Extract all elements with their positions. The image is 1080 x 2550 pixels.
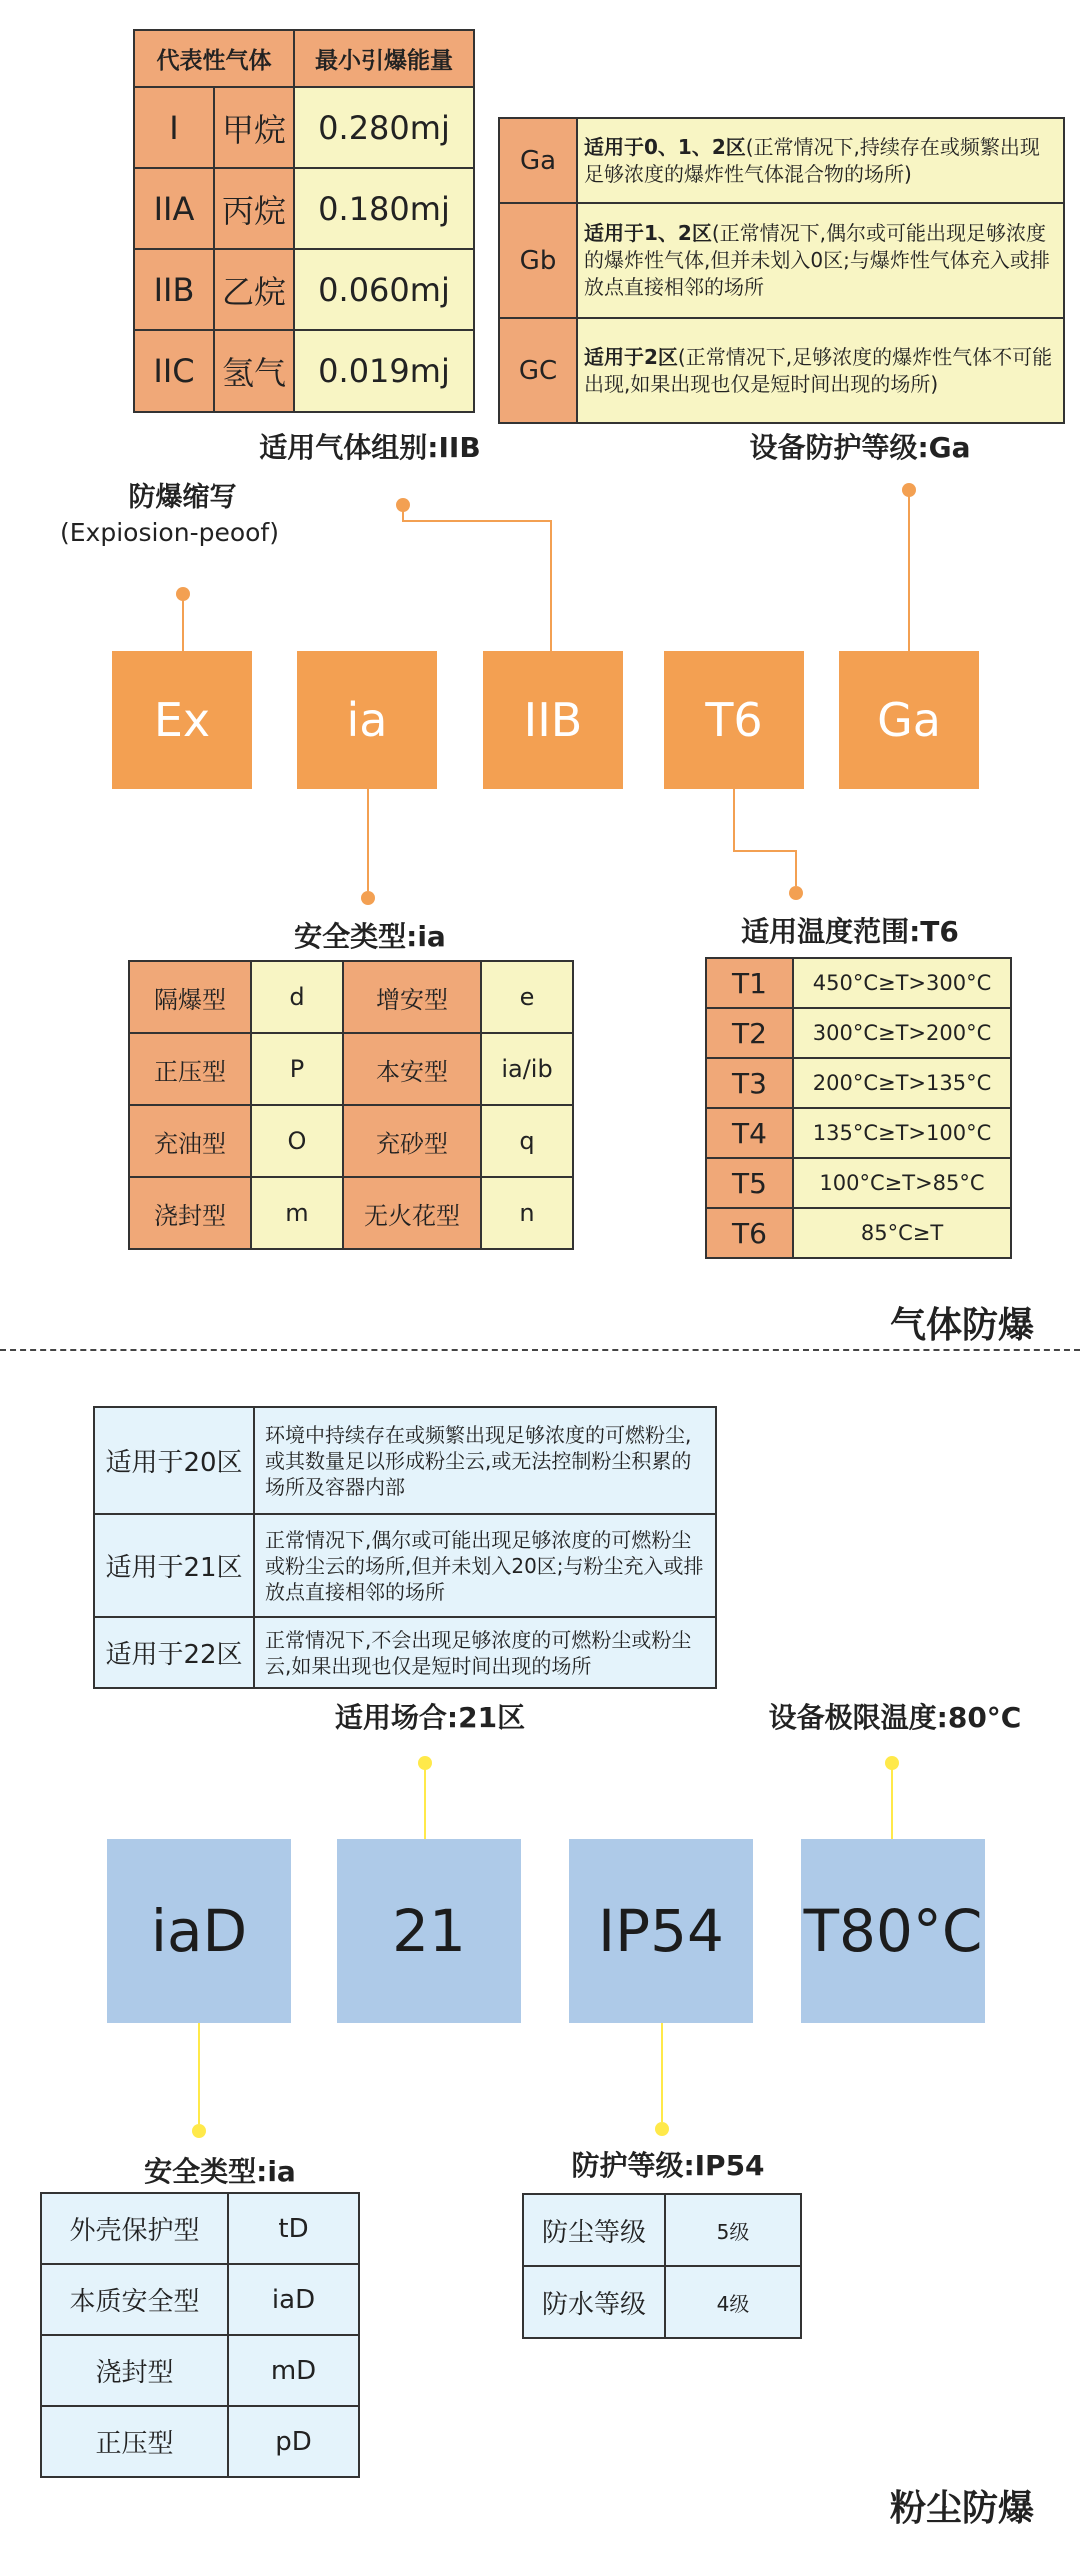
table-row [94,1617,716,1688]
table-row [41,2406,359,2477]
ignition-energy: 0.019mj [294,330,474,412]
protection-type-code: q [481,1105,573,1177]
gas-group-caption: 适用气体组别:IIB [259,431,481,464]
connector-line [424,1763,426,1839]
protection-type-code: P [251,1033,343,1105]
dust-type-name: 浇封型 [41,2335,228,2406]
dust-zone-table [93,1406,717,1689]
dust-zone-label: 适用于22区 [94,1617,254,1688]
protection-type-code: ia/ib [481,1033,573,1105]
connector-line [182,594,184,651]
table-row [134,87,474,168]
table-row [706,1208,1011,1258]
temp-range: 100°C≥T>85°C [793,1158,1011,1208]
temp-class: T1 [706,958,793,1008]
connector-line [402,505,404,521]
dust-type-table [40,2192,360,2478]
temp-range: 200°C≥T>135°C [793,1058,1011,1108]
dust-section-title: 粉尘防爆 [890,2488,1035,2529]
dust-zone-description: 环境中持续存在或频繁出现足够浓度的可燃粉尘,或其数量足以形成粉尘云,或无法控制粉尘积累的场所及容器内部 [254,1407,716,1514]
dust-zone-description: 正常情况下,不会出现足够浓度的可燃粉尘或粉尘云,如果出现也仅是短时间出现的场所 [254,1617,716,1688]
gas-group-code: IIB [134,249,214,330]
epl-table [498,117,1065,424]
connector-dot [789,886,803,900]
dust-type-code: tD [228,2193,359,2264]
connector-dot [655,2122,669,2136]
table-row [94,1407,716,1514]
epl-description [577,203,1064,318]
connector-line [367,789,369,891]
table-row [41,2264,359,2335]
epl-code: Gb [499,203,577,318]
table-row [41,2335,359,2406]
connector-dot [361,891,375,905]
ignition-energy: 0.060mj [294,249,474,330]
section-divider [0,1349,1080,1351]
temp-range: 450°C≥T>300°C [793,958,1011,1008]
table-row [706,1008,1011,1058]
table-row [499,318,1064,423]
dust-zone-label: 适用于21区 [94,1514,254,1617]
code-box-dust-zone: 21 [337,1839,521,2023]
gas-group-code: IIC [134,330,214,412]
protection-type-code: d [251,961,343,1033]
table-row [706,1158,1011,1208]
table-row [523,2194,801,2266]
connector-line [733,850,797,852]
temp-class: T5 [706,1158,793,1208]
ip-caption: 防护等级:IP54 [571,2149,765,2182]
code-box-protection: ia [297,651,437,789]
gas-section-title: 气体防爆 [890,1305,1035,1346]
gas-name: 丙烷 [214,168,294,249]
dust-type-caption: 安全类型:ia [144,2155,296,2188]
gas-group-header-gas: 代表性气体 [134,30,294,87]
table-row [706,958,1011,1008]
table-row [499,203,1064,318]
protection-type-table [128,960,574,1250]
dust-type-code: pD [228,2406,359,2477]
epl-zone: 适用于0、1、2区 [584,134,746,159]
gas-group-code: IIA [134,168,214,249]
epl-text: (正常情况下,足够浓度的爆炸性气体不可能出现,如果出现也仅是短时间出现的场所) [584,344,1053,396]
temperature-class-table [705,957,1012,1259]
dust-type-code: iaD [228,2264,359,2335]
connector-line [733,789,735,851]
connector-line [661,2023,663,2122]
dust-type-name: 正压型 [41,2406,228,2477]
ignition-energy: 0.180mj [294,168,474,249]
ip-rating-level: 5级 [665,2194,801,2266]
ex-label-subtitle: (Expiosion-peoof) [60,518,279,547]
ip-rating-name: 防水等级 [523,2266,665,2338]
epl-description [577,318,1064,423]
protection-type-code: n [481,1177,573,1249]
temp-range: 300°C≥T>200°C [793,1008,1011,1058]
protection-type-code: m [251,1177,343,1249]
protection-type-code: e [481,961,573,1033]
protection-type-name: 充砂型 [343,1105,481,1177]
temp-class: T4 [706,1108,793,1158]
code-box-ex: Ex [112,651,252,789]
connector-line [402,520,552,522]
protection-type-name: 无火花型 [343,1177,481,1249]
epl-zone: 适用于1、2区 [584,221,712,245]
dust-temp-caption: 设备极限温度:80°C [768,1701,1022,1734]
connector-line [198,2023,200,2124]
dust-zone-label: 适用于20区 [94,1407,254,1514]
table-row [134,168,474,249]
code-box-dust-temp: T80°C [801,1839,985,2023]
ignition-energy: 0.280mj [294,87,474,168]
ex-label-title: 防爆缩写 [128,482,237,513]
epl-caption: 设备防护等级:Ga [749,431,971,464]
table-row [129,1177,573,1249]
protection-caption: 安全类型:ia [294,920,446,953]
code-box-dust-protection: iaD [107,1839,291,2023]
table-row [134,249,474,330]
epl-code: Ga [499,118,577,203]
protection-type-code: O [251,1105,343,1177]
table-row [94,1514,716,1617]
epl-text: (正常情况下,持续存在或频繁出现足够浓度的爆炸性气体混合物的场所) [584,134,1040,186]
table-row [134,330,474,412]
gas-group-header-energy: 最小引爆能量 [294,30,474,87]
gas-group-code: I [134,87,214,168]
dust-zone-description: 正常情况下,偶尔或可能出现足够浓度的可燃粉尘或粉尘云的场所,但并未划入20区;与粉尘充入或排放点直接相邻的场所 [254,1514,716,1617]
temp-class: T6 [706,1208,793,1258]
ip-rating-level: 4级 [665,2266,801,2338]
connector-line [795,850,797,886]
temp-range: 85°C≥T [793,1208,1011,1258]
dust-type-name: 本质安全型 [41,2264,228,2335]
table-row [499,118,1064,203]
temp-class: T3 [706,1058,793,1108]
epl-code: GC [499,318,577,423]
code-box-epl: Ga [839,651,979,789]
code-box-temperature: T6 [664,651,804,789]
gas-name: 乙烷 [214,249,294,330]
table-row [41,2193,359,2264]
dust-type-code: mD [228,2335,359,2406]
protection-type-name: 本安型 [343,1033,481,1105]
epl-zone: 适用于2区 [584,344,678,369]
connector-line [891,1763,893,1839]
epl-text: (正常情况下,偶尔或可能出现足够浓度的爆炸性气体,但并未划入0区;与爆炸性气体充入或排放点直接相邻的场所 [584,221,1050,299]
table-row [129,961,573,1033]
protection-type-name: 隔爆型 [129,961,251,1033]
dust-zone-caption: 适用场合:21区 [334,1701,526,1734]
gas-group-table [133,29,475,413]
connector-dot [192,2124,206,2138]
connector-line [550,520,552,651]
temp-class: T2 [706,1008,793,1058]
table-row [129,1105,573,1177]
protection-type-name: 浇封型 [129,1177,251,1249]
code-box-gas-group: IIB [483,651,623,789]
temp-range: 135°C≥T>100°C [793,1108,1011,1158]
table-row [706,1108,1011,1158]
protection-type-name: 充油型 [129,1105,251,1177]
table-row [523,2266,801,2338]
dust-type-name: 外壳保护型 [41,2193,228,2264]
ip-rating-name: 防尘等级 [523,2194,665,2266]
table-row [706,1058,1011,1108]
ip-rating-table [522,2193,802,2339]
connector-line [908,490,910,651]
protection-type-name: 增安型 [343,961,481,1033]
protection-type-name: 正压型 [129,1033,251,1105]
code-box-ip-rating: IP54 [569,1839,753,2023]
temperature-caption: 适用温度范围:T6 [741,915,959,948]
epl-description [577,118,1064,203]
table-row [129,1033,573,1105]
gas-name: 甲烷 [214,87,294,168]
gas-name: 氢气 [214,330,294,412]
